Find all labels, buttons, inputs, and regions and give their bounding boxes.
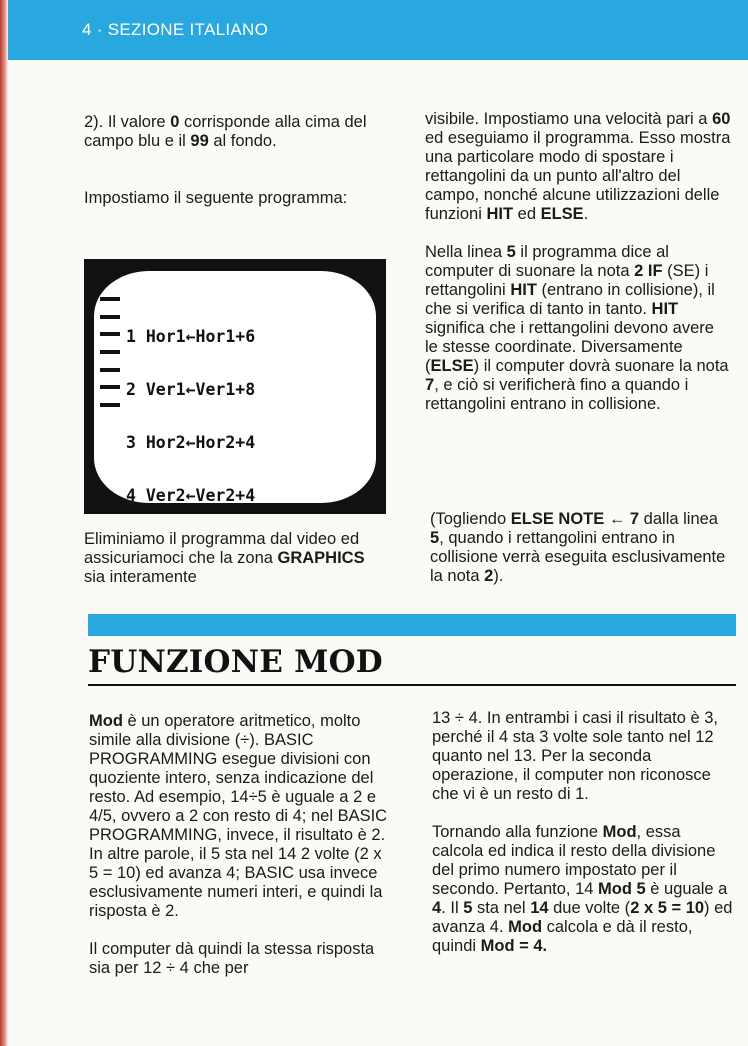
- page-edge: [0, 0, 8, 1046]
- program-line: 3 Hor2←Hor2+4: [126, 432, 256, 452]
- line-marker: [100, 350, 120, 354]
- paragraph: Eliminiamo il programma dal video ed assicuriamoci che la zona GRAPHICS sia interamente: [84, 530, 365, 586]
- program-screen: [84, 259, 386, 514]
- paragraph: Mod è un operatore aritmetico, molto simile alla divisione (÷). BASIC PROGRAMMING esegue divisioni con quoziente intero, senza indicazione del resto. Ad esempio, 14÷5 è uguale a 2 e 4/5, ovvero a 2 con resto di 4; nel BASIC PROGRAMMING, invece, il risultato è 2. In altre parole, il 5 sta nel 14 2 volte (2 x 5 = 10) ed avanza 4; BASIC usa invece esclusivamente numeri interi, e quindi la risposta è 2.: [89, 712, 388, 920]
- section-header-label: 4 · SEZIONE ITALIANO: [82, 20, 269, 39]
- paragraph: 2). Il valore 0 corrisponde alla cima del campo blu e il 99 al fondo.: [84, 113, 367, 150]
- line-marker: [100, 332, 120, 336]
- paragraph: Impostiamo il seguente programma:: [84, 189, 348, 207]
- line-marker: [100, 385, 120, 389]
- paragraph: (Togliendo ELSE NOTE ← 7 dalla linea 5, quando i rettangolini entrano in collisione verrà eseguita esclusivamente la nota 2).: [430, 510, 726, 585]
- below-screen-text: [84, 530, 384, 587]
- section-rule: [88, 684, 736, 686]
- top-left-column: [84, 113, 384, 208]
- section-band: [88, 614, 736, 636]
- section-title: FUNZIONE MOD: [88, 644, 383, 680]
- paragraph: Nella linea 5 il programma dice al computer di suonare la nota 2 IF (SE) i rettangolini HIT (entrano in collisione), il che si verifica di tanto in tanto. HIT significa che i rettangolini devono avere le stesse coordinate. Diversamente (ELSE) il computer dovrà suonare la nota 7, e ciò si verificherà fino a quando i rettangolini entrano in collisione.: [425, 243, 729, 413]
- top-right-column: [425, 110, 731, 414]
- paragraph: 13 ÷ 4. In entrambi i casi il risultato è 3, perché il 4 sta 3 volte sole tanto nel 12 quanto nel 13. Per la seconda operazione, il computer non riconosce che vi è un resto di 1.: [432, 709, 719, 803]
- program-listing: [126, 293, 305, 503]
- screen-display: [94, 271, 376, 503]
- paragraph: Tornando alla funzione Mod, essa calcola ed indica il resto della divisione del primo numero impostato per il secondo. Pertanto, 14 Mod 5 è uguale a 4. Il 5 sta nel 14 due volte (2 x 5 = 10) ed avanza 4. Mod calcola e dà il resto, quindi Mod = 4.: [432, 823, 733, 955]
- program-line: 4 Ver2←Ver2+4: [126, 485, 256, 503]
- bottom-left-column: [89, 712, 389, 978]
- line-marker: [100, 403, 120, 407]
- paragraph: visibile. Impostiamo una velocità pari a 60 ed eseguiamo il programma. Esso mostra una particolare modo di spostare i rettangolini da un punto all'altro del campo, nonché alcune utilizzazioni delle funzioni HIT ed ELSE.: [425, 110, 731, 223]
- line-marker: [100, 315, 120, 319]
- program-line: 2 Ver1←Ver1+8: [126, 379, 256, 399]
- paragraph: Il computer dà quindi la stessa risposta sia per 12 ÷ 4 che per: [89, 940, 375, 977]
- note-paragraph: [430, 510, 736, 586]
- line-marker: [100, 297, 120, 301]
- program-line: 1 Hor1←Hor1+6: [126, 327, 256, 347]
- bottom-right-column: [432, 709, 736, 956]
- line-marker: [100, 368, 120, 372]
